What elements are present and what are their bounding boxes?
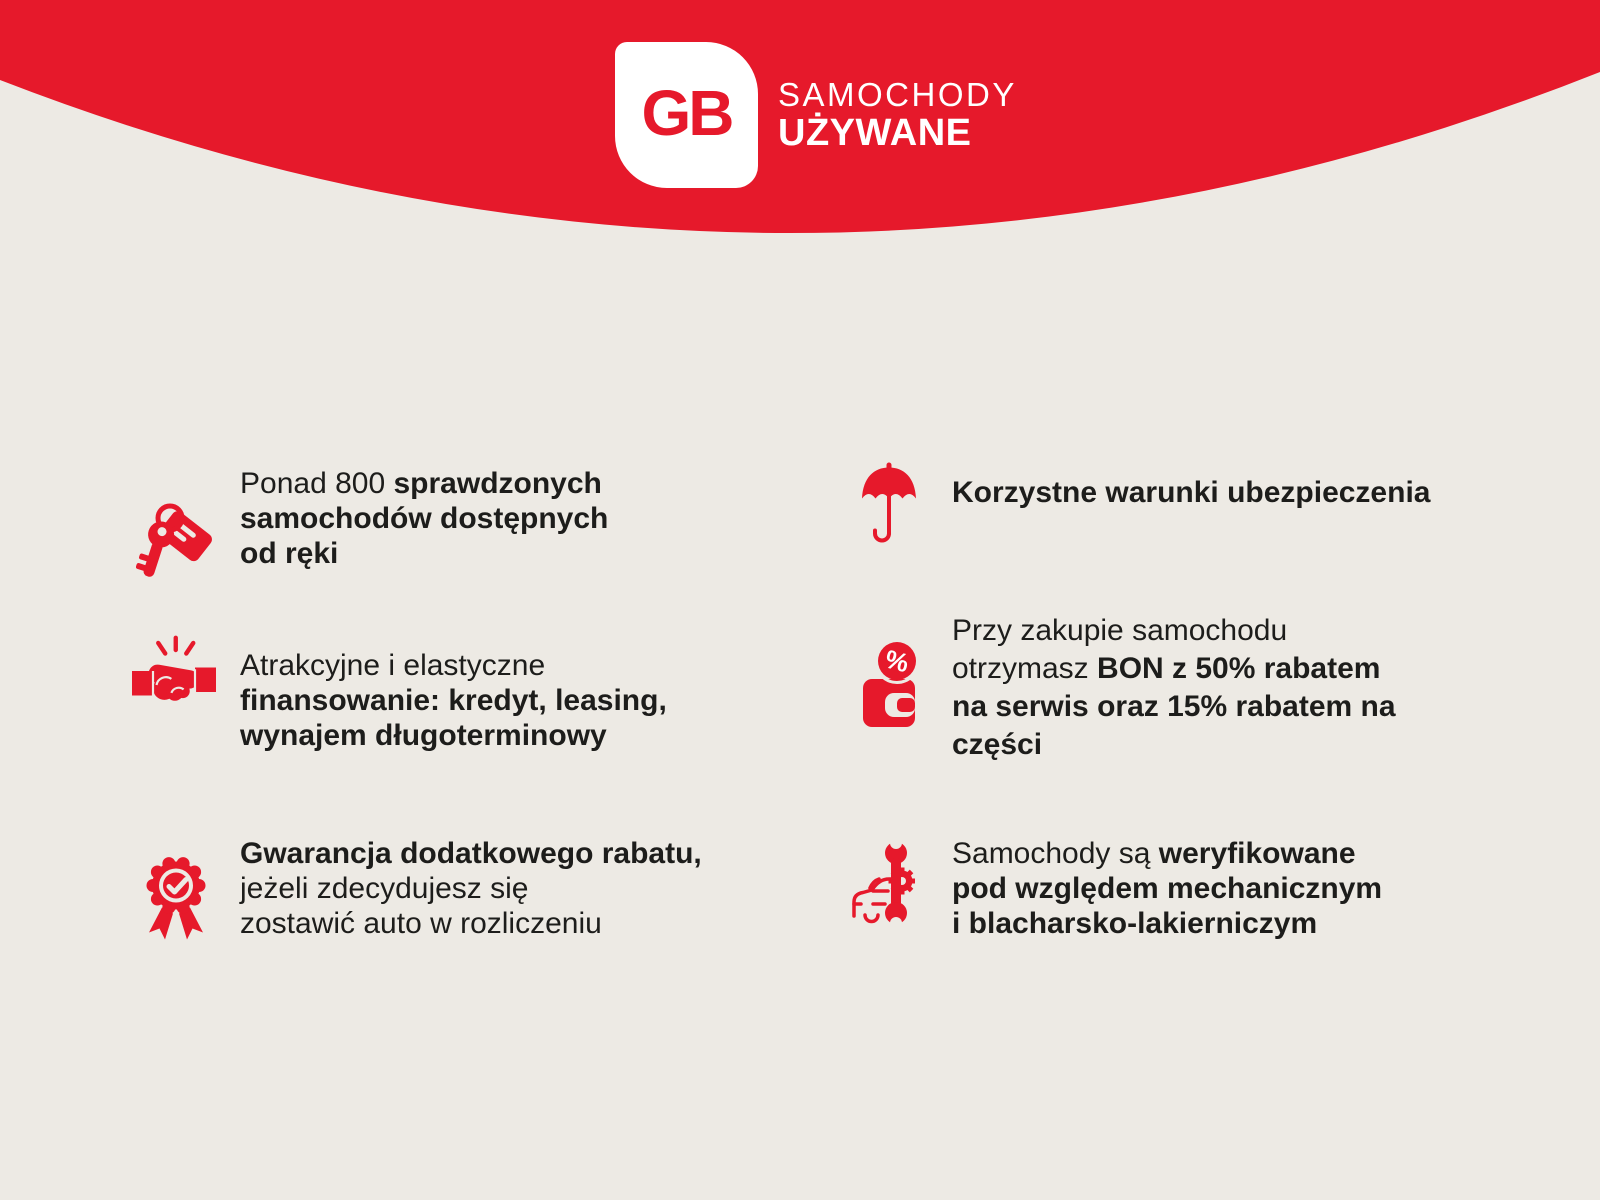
car-keys-icon xyxy=(136,494,220,586)
text-segment: sprawdzonych xyxy=(393,467,602,500)
text-segment: Samochody są xyxy=(952,837,1159,870)
text-segment: i blacharsko-lakierniczym xyxy=(952,907,1318,940)
text-segment: Atrakcyjne i elastyczne xyxy=(240,649,546,682)
car-service-icon xyxy=(851,836,915,930)
award-badge-icon xyxy=(146,852,206,947)
text-segment: Ponad 800 xyxy=(240,467,394,500)
text-segment: części xyxy=(952,728,1043,761)
feature-text-available-cars xyxy=(240,466,608,571)
text-segment: finansowanie: kredyt, leasing, xyxy=(240,684,667,717)
handshake-icon xyxy=(132,634,216,708)
text-segment: pod względem mechanicznym xyxy=(952,872,1383,905)
feature-text-discount-guarantee xyxy=(240,836,702,941)
brand-name xyxy=(778,78,1017,152)
brand-line-2: UŻYWANE xyxy=(778,112,972,154)
umbrella-icon xyxy=(860,461,918,548)
wallet-discount-icon xyxy=(861,641,919,733)
feature-text-verification xyxy=(952,836,1382,941)
percent-symbol: % xyxy=(882,643,912,679)
text-segment: jeżeli zdecydujesz się xyxy=(240,872,529,905)
text-segment: na serwis oraz 15% rabatem na xyxy=(952,690,1396,723)
feature-text-financing xyxy=(240,648,667,753)
feature-text-insurance xyxy=(952,475,1430,510)
brand-line-1: SAMOCHODY xyxy=(778,76,1017,113)
text-segment: Przy zakupie samochodu xyxy=(952,614,1288,647)
text-segment: Korzystne warunki ubezpieczenia xyxy=(952,476,1431,509)
text-segment: BON z 50% rabatem xyxy=(1097,652,1381,685)
feature-text-service-voucher xyxy=(952,612,1396,764)
text-segment: wynajem długoterminowy xyxy=(240,719,607,752)
gb-monogram: GB xyxy=(641,77,732,149)
text-segment: zostawić auto w rozliczeniu xyxy=(240,907,602,940)
text-segment: samochodów dostępnych xyxy=(240,502,609,535)
gb-logo xyxy=(615,42,758,188)
text-segment: weryfikowane xyxy=(1158,837,1356,870)
text-segment: otrzymasz xyxy=(952,652,1098,685)
text-segment: od ręki xyxy=(240,537,339,570)
text-segment: Gwarancja dodatkowego rabatu, xyxy=(240,837,702,870)
